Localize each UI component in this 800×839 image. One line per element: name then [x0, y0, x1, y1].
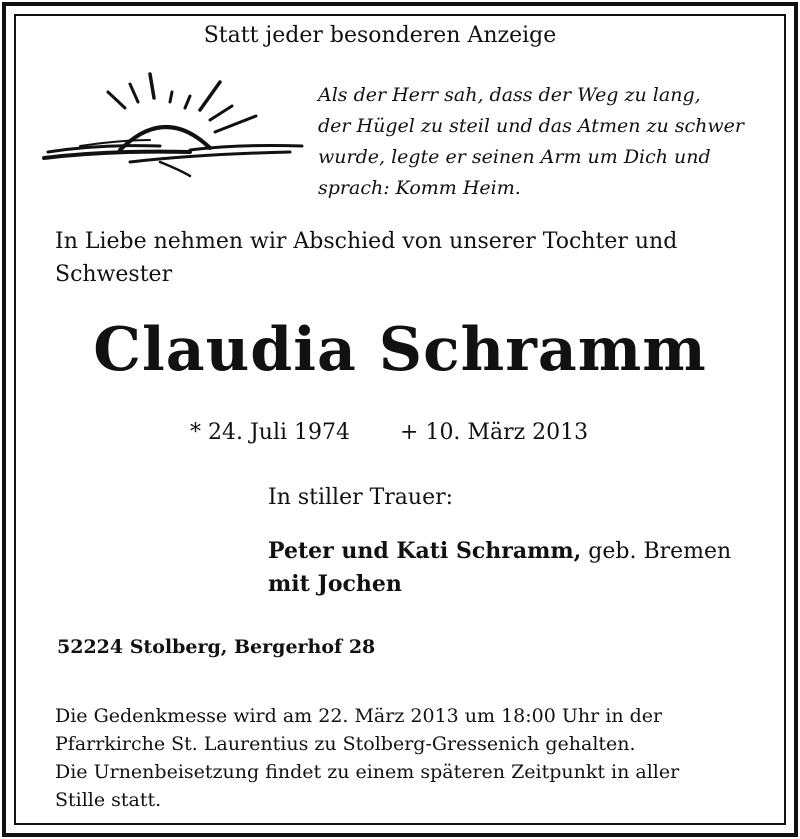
address: 52224 Stolberg, Bergerhof 28: [57, 636, 376, 658]
intro-text: [55, 225, 677, 291]
notice-line: Die Gedenkmesse wird am 22. März 2013 um 18:00 Uhr in der: [55, 705, 663, 727]
life-dates: [190, 420, 588, 446]
sunrise-icon: [40, 70, 310, 185]
parents-names: Peter und Kati Schramm,: [268, 538, 582, 564]
poem-line: sprach: Komm Heim.: [318, 177, 521, 199]
sibling-name: mit Jochen: [268, 571, 402, 597]
poem-line: Als der Herr sah, dass der Weg zu lang,: [318, 84, 701, 106]
birth-date: * 24. Juli 1974: [190, 420, 351, 445]
family-names: [268, 535, 731, 601]
notice-line: Pfarrkirche St. Laurentius zu Stolberg-Gressenich gehalten.: [55, 733, 636, 755]
poem-verse: [318, 80, 744, 204]
service-notice: [55, 702, 679, 814]
poem-line: der Hügel zu steil und das Atmen zu schwer: [318, 115, 744, 137]
maiden-name: geb. Bremen: [581, 539, 732, 564]
notice-line: Stille statt.: [55, 789, 162, 811]
intro-line: In Liebe nehmen wir Abschied von unserer Tochter und: [55, 229, 678, 254]
mourning-label: In stiller Trauer:: [268, 485, 454, 510]
header-text: Statt jeder besonderen Anzeige: [203, 23, 557, 48]
death-date: + 10. März 2013: [400, 420, 589, 445]
intro-line: Schwester: [55, 262, 173, 287]
poem-line: wurde, legte er seinen Arm um Dich und: [318, 146, 711, 168]
deceased-name: Claudia Schramm: [93, 315, 707, 385]
notice-line: Die Urnenbeisetzung findet zu einem späteren Zeitpunkt in aller: [55, 761, 680, 783]
